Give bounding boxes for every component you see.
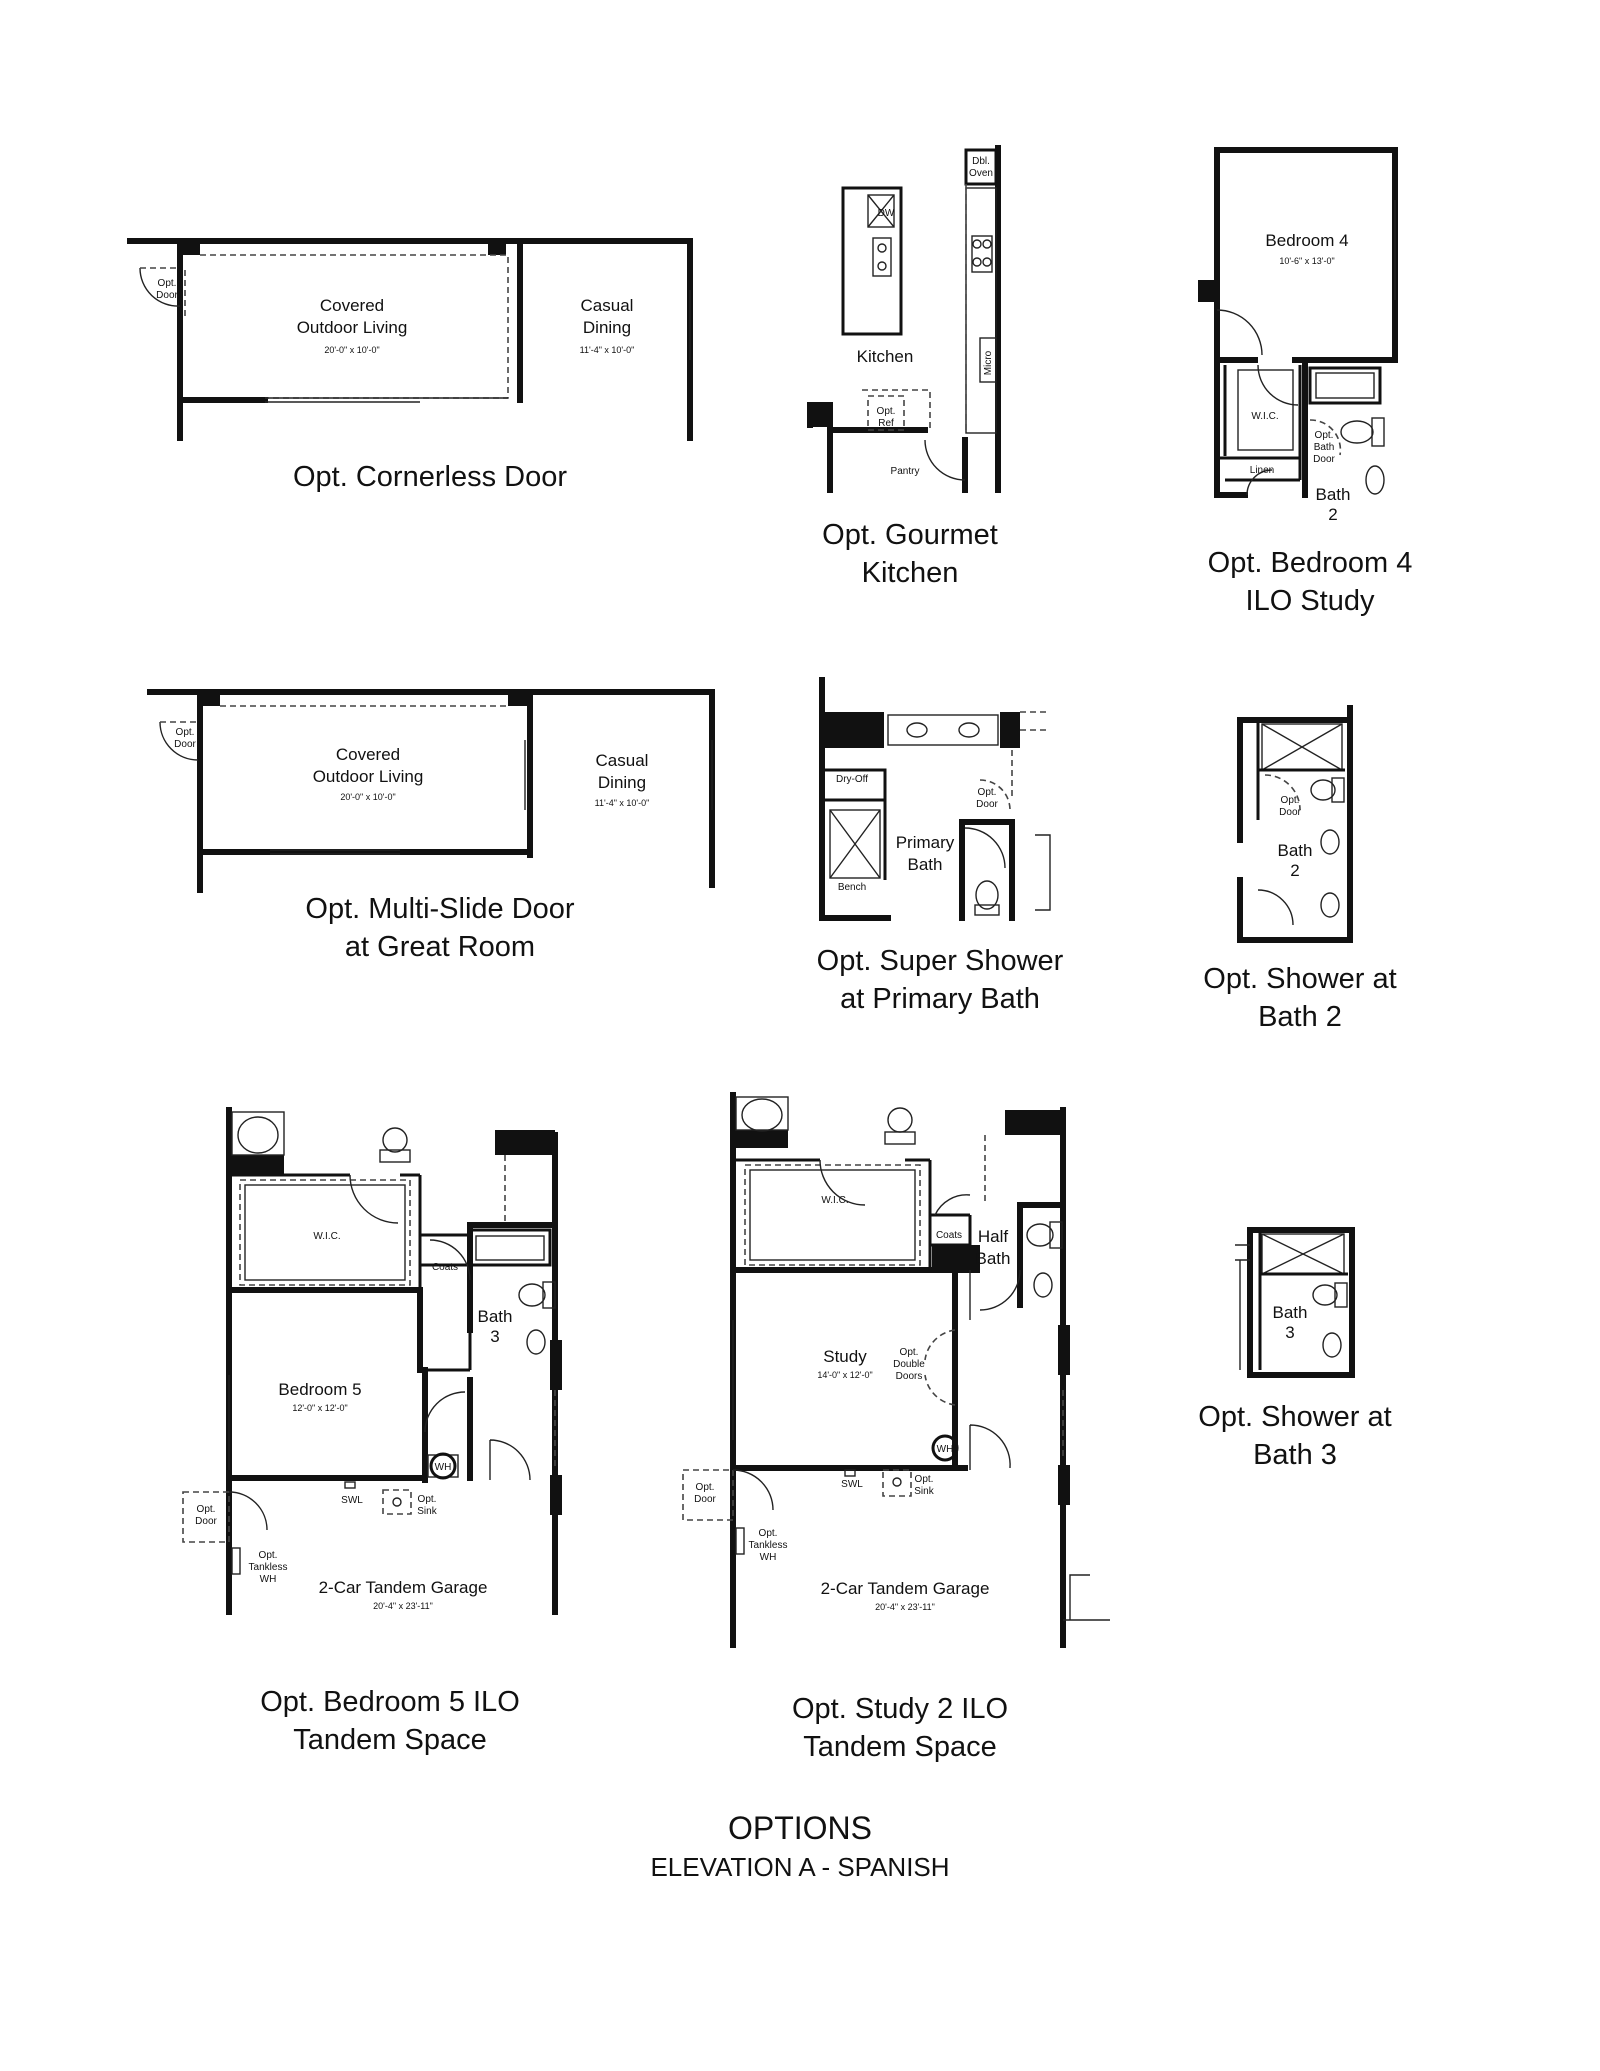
label-pantry: Pantry (890, 466, 920, 477)
label-bath: Bath (477, 1307, 513, 1326)
label-swl: SWL (341, 1495, 363, 1506)
dim-study: 14'-0" x 12'-0" (817, 1370, 873, 1380)
plan-gourmet-kitchen (810, 148, 998, 490)
label-linen: Linen (1249, 465, 1275, 476)
label-opt: Opt. (157, 278, 177, 289)
label-bath-number: 2 (1290, 861, 1300, 880)
dim-bedroom4: 10'-6" x 13'-0" (1279, 256, 1335, 266)
label-opt: Opt. (1314, 430, 1334, 441)
caption-gourmet-kitchen: Opt. Gourmet Kitchen (822, 519, 998, 589)
label-bench: Bench (837, 882, 867, 893)
label-covered: Covered (335, 745, 401, 764)
label-wic: W.I.C. (313, 1231, 341, 1242)
label-door: Door (195, 1516, 217, 1527)
dim-covered: 20'-0" x 10'-0" (324, 345, 380, 355)
label-coats: Coats (431, 1262, 459, 1273)
dim-garage: 20'-4" x 23'-11" (373, 1601, 433, 1611)
plan-multi-slide-door (150, 692, 712, 890)
label-bath: Bath (1277, 841, 1313, 860)
sheet-title: OPTIONS (727, 1810, 872, 1846)
dim-bedroom5: 12'-0" x 12'-0" (292, 1403, 348, 1413)
label-bath: Bath (1313, 442, 1335, 453)
label-sink: Sink (914, 1486, 934, 1497)
label-opt: Opt. (914, 1474, 934, 1485)
label-garage: 2-Car Tandem Garage (820, 1579, 990, 1598)
label-door: Door (174, 739, 196, 750)
dim-dining: 11'-4" x 10'-0" (579, 345, 635, 355)
label-wh: WH (434, 1462, 452, 1473)
label-sink: Sink (417, 1506, 437, 1517)
label-door: Door (156, 290, 178, 301)
dim-garage: 20'-4" x 23'-11" (875, 1602, 935, 1612)
label-covered: Covered (319, 296, 385, 315)
label-outdoor-living: Outdoor Living (312, 767, 424, 786)
label-bath: Bath (975, 1249, 1011, 1268)
label-dining: Dining (582, 318, 632, 337)
label-dbl: Dbl. (972, 156, 990, 167)
label-door: Door (694, 1494, 716, 1505)
label-coats: Coats (935, 1230, 963, 1241)
label-garage: 2-Car Tandem Garage (318, 1578, 488, 1597)
caption-bedroom-4: Opt. Bedroom 4 ILO Study (1207, 547, 1413, 617)
label-dry-off: Dry-Off (835, 774, 869, 785)
label-bedroom4: Bedroom 4 (1265, 231, 1349, 250)
sheet-subtitle: ELEVATION A - SPANISH (650, 1852, 950, 1882)
label-opt: Opt. (758, 1528, 778, 1539)
label-double: Double (893, 1359, 925, 1370)
label-tankless: Tankless (248, 1562, 288, 1573)
label-primary: Primary (895, 833, 955, 852)
label-ref: Ref (878, 418, 894, 429)
label-opt: Opt. (258, 1550, 278, 1561)
caption-multi-slide-door: Opt. Multi-Slide Door at Great Room (305, 893, 575, 963)
label-wh: WH (259, 1574, 277, 1585)
plan-study-2 (683, 1095, 1110, 1645)
label-opt: Opt. (1280, 795, 1300, 806)
label-wic: W.I.C. (1251, 411, 1279, 422)
label-wic: W.I.C. (821, 1195, 849, 1206)
label-door: Door (976, 799, 998, 810)
label-opt: Opt. (417, 1494, 437, 1505)
caption-cornerless-door: Opt. Cornerless Door (293, 461, 567, 493)
label-bath-number: 2 (1328, 505, 1338, 524)
label-door: Door (1279, 807, 1301, 818)
label-casual: Casual (580, 296, 634, 315)
label-outdoor-living: Outdoor Living (296, 318, 408, 337)
label-opt: Opt. (899, 1347, 919, 1358)
label-door: Door (1313, 454, 1335, 465)
plan-cornerless-door (130, 241, 690, 438)
plan-bedroom-4 (1198, 150, 1395, 524)
caption-shower-bath-3: Opt. Shower at Bath 3 (1198, 1401, 1392, 1471)
plan-super-shower (822, 680, 1050, 918)
label-dining: Dining (597, 773, 647, 792)
label-bedroom5: Bedroom 5 (278, 1380, 362, 1399)
plan-shower-bath-3 (1235, 1230, 1352, 1375)
caption-bedroom-5: Opt. Bedroom 5 ILO Tandem Space (260, 1686, 520, 1756)
label-opt: Opt. (175, 727, 195, 738)
label-bath: Bath (1272, 1303, 1308, 1322)
label-kitchen: Kitchen (856, 347, 914, 366)
caption-study-2: Opt. Study 2 ILO Tandem Space (792, 1693, 1008, 1763)
label-bath-number: 3 (1285, 1323, 1295, 1342)
label-bath: Bath (1315, 485, 1351, 504)
dim-dining: 11'-4" x 10'-0" (594, 798, 650, 808)
label-micro: Micro (983, 350, 994, 376)
label-oven: Oven (969, 168, 993, 179)
caption-shower-bath-2: Opt. Shower at Bath 2 (1203, 963, 1397, 1033)
label-opt: Opt. (695, 1482, 715, 1493)
label-dw: DW (877, 208, 895, 219)
label-bath-number: 3 (490, 1327, 500, 1346)
label-wh: WH (936, 1444, 954, 1455)
label-opt: Opt. (977, 787, 997, 798)
label-wh: WH (759, 1552, 777, 1563)
plan-bedroom-5 (183, 1110, 562, 1612)
label-casual: Casual (595, 751, 649, 770)
label-opt: Opt. (876, 406, 896, 417)
label-tankless: Tankless (748, 1540, 788, 1551)
caption-super-shower: Opt. Super Shower at Primary Bath (816, 945, 1064, 1015)
label-opt: Opt. (196, 1504, 216, 1515)
plan-shower-bath-2 (1240, 708, 1350, 940)
dim-covered: 20'-0" x 10'-0" (340, 792, 396, 802)
label-doors: Doors (895, 1371, 923, 1382)
label-bath: Bath (907, 855, 943, 874)
label-study: Study (823, 1347, 867, 1366)
label-half: Half (977, 1227, 1009, 1246)
label-swl: SWL (841, 1479, 863, 1490)
